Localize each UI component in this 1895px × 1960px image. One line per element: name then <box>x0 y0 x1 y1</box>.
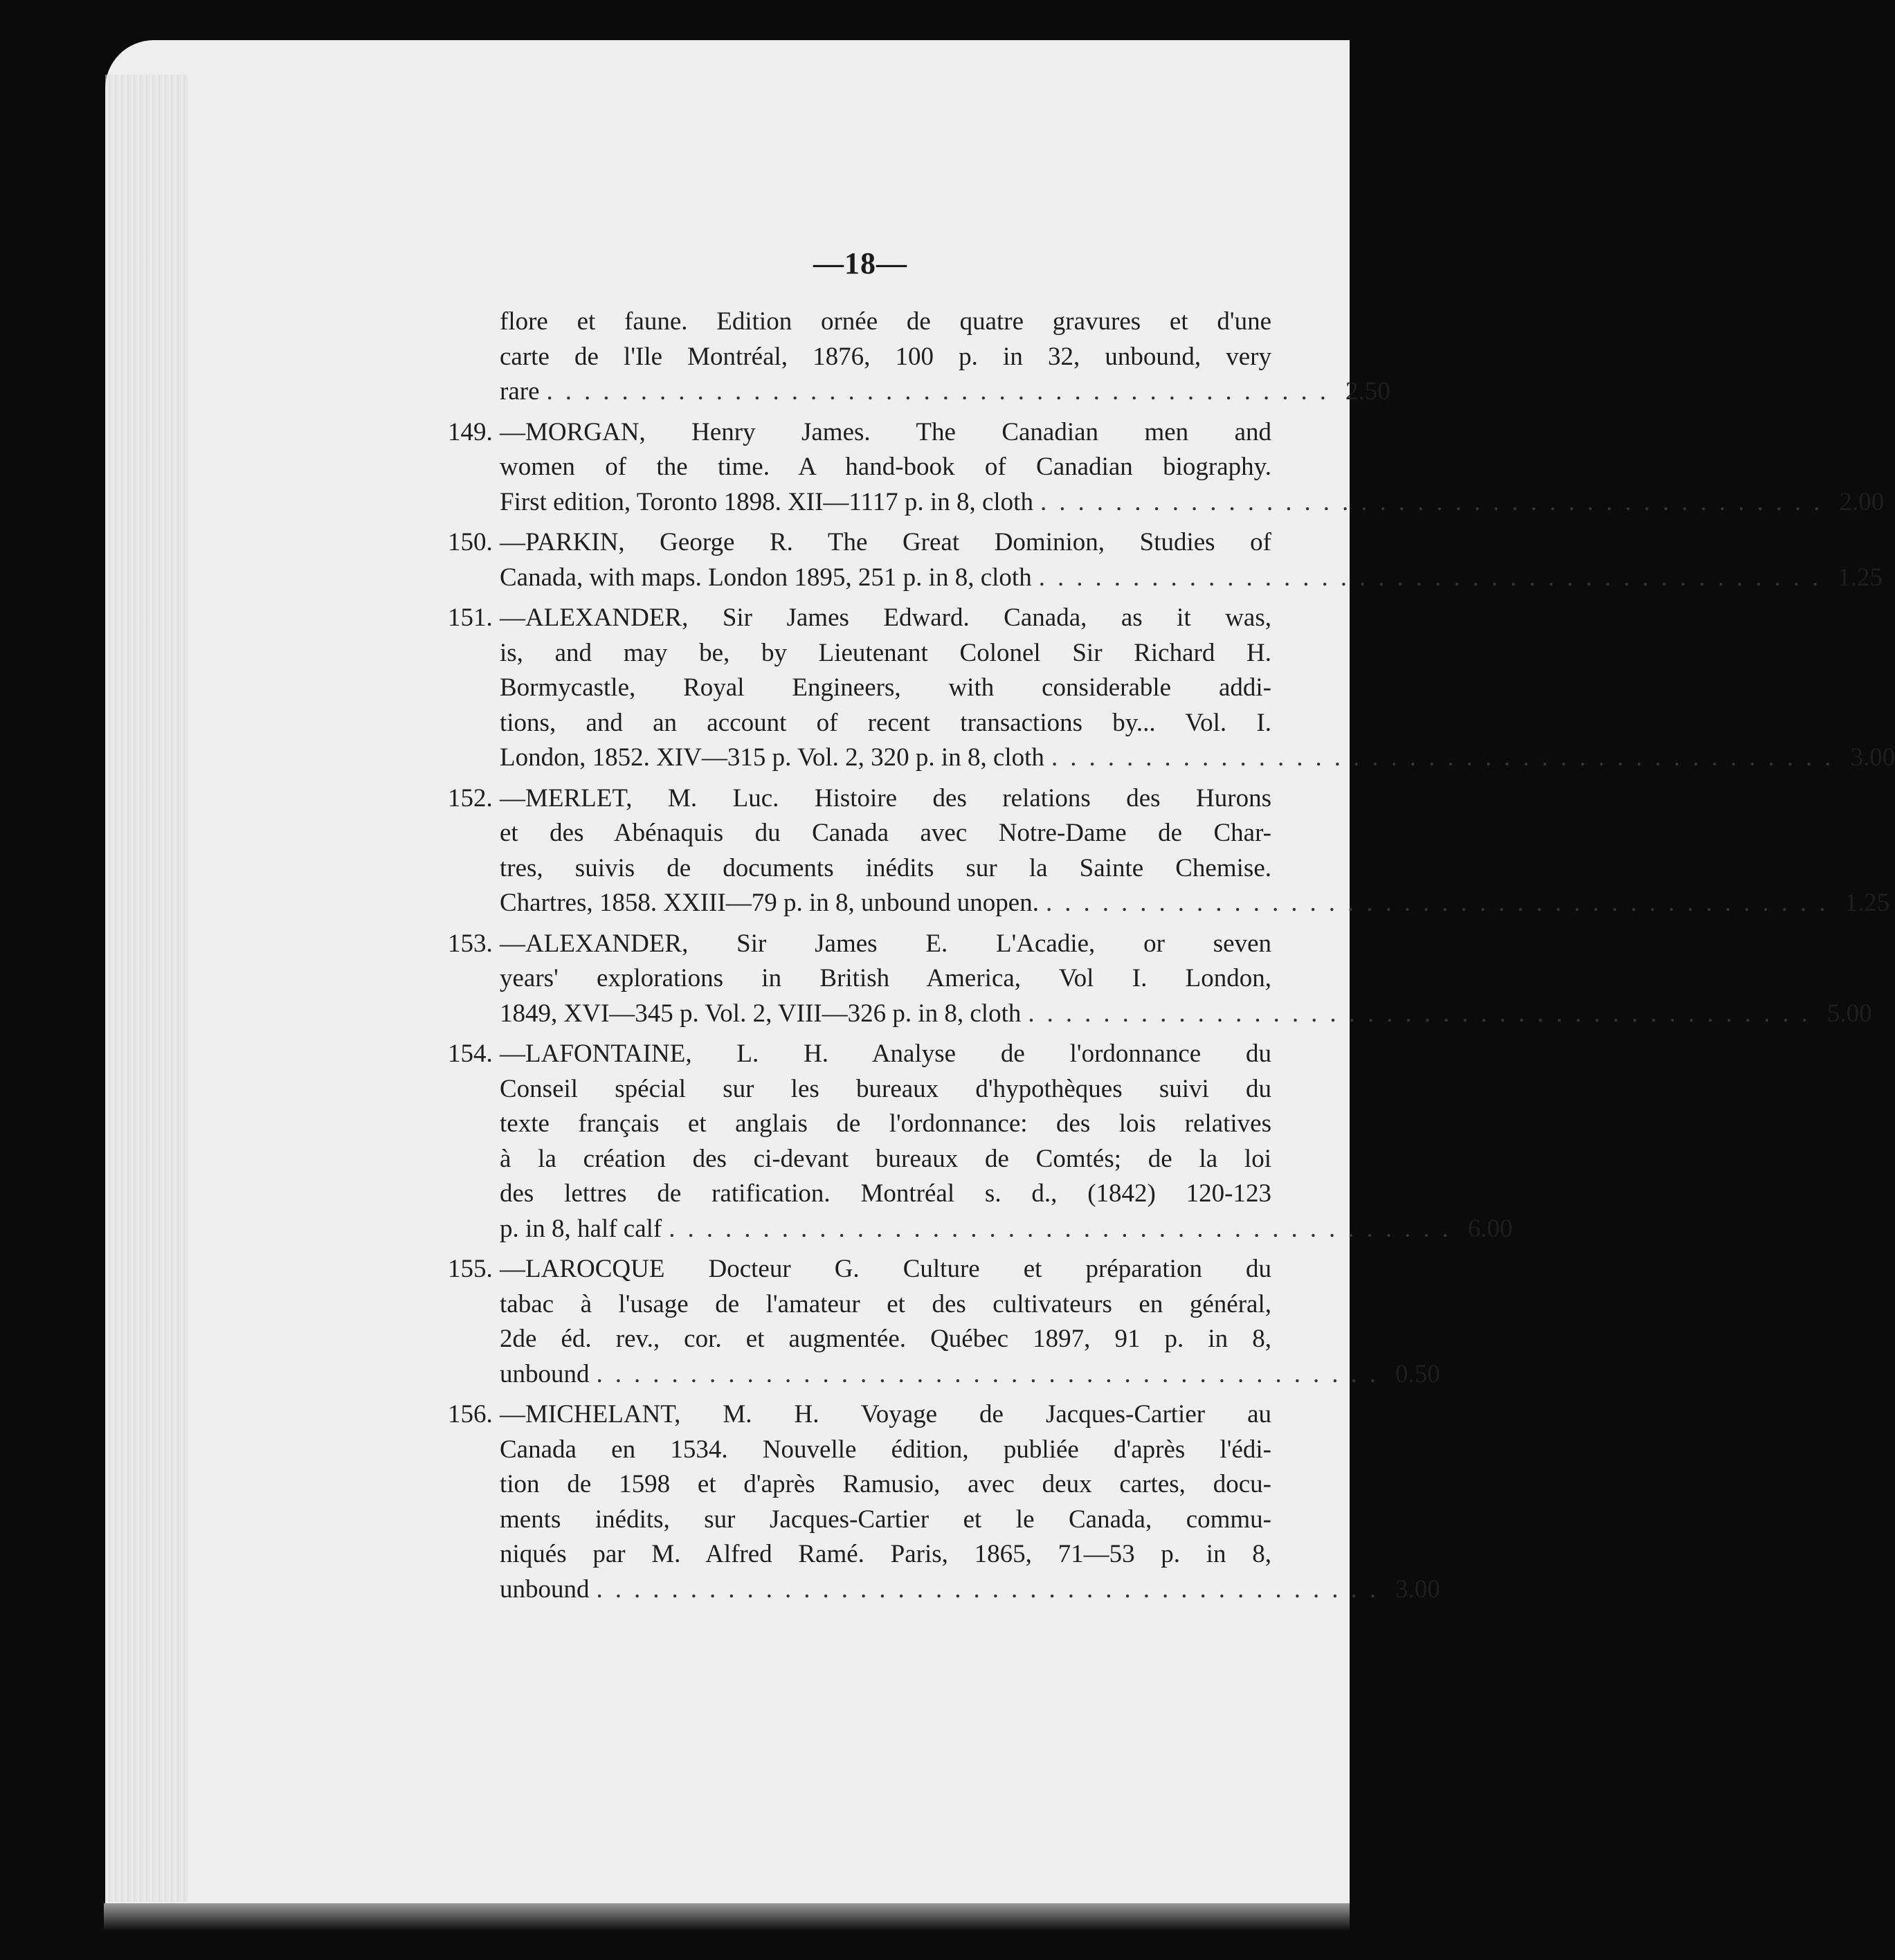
entry-line: ments inédits, sur Jacques-Cartier et le Canada, commu- <box>500 1505 1271 1534</box>
entry-price-line <box>500 1357 1440 1392</box>
leader-dots: .......................................... <box>596 1359 1388 1388</box>
leader-dots: .......................................... <box>1051 743 1844 772</box>
entry-line: is, and may be, by Lieutenant Colonel Sir Richard H. <box>500 638 1271 667</box>
entry-price-line <box>500 485 1885 520</box>
entry-last-text: London, 1852. XIV—315 p. Vol. 2, 320 p. in 8, cloth <box>500 743 1044 772</box>
entry-line: texte français et anglais de l'ordonnance: des lois relatives <box>500 1109 1271 1138</box>
entry-number: 155. <box>448 1255 493 1283</box>
entry-line: —ALEXANDER, Sir James E. L'Acadie, or seven <box>500 929 1271 958</box>
leader-dots: .......................................... <box>1038 563 1831 592</box>
entry-line: carte de l'Ile Montréal, 1876, 100 p. in 32, unbound, very <box>500 342 1271 371</box>
entry-last-text: Canada, with maps. London 1895, 251 p. in 8, cloth <box>500 563 1032 592</box>
entry-line: —PARKIN, George R. The Great Dominion, Studies of <box>500 528 1271 556</box>
entry-price: 1.25 <box>1844 889 1890 917</box>
entry-line: Canada en 1534. Nouvelle édition, publiée d'après l'édi- <box>500 1435 1271 1464</box>
entry-price-line <box>500 374 1390 410</box>
entry-line: —LAFONTAINE, L. H. Analyse de l'ordonnance du <box>500 1040 1271 1068</box>
entry-list <box>448 415 1895 1608</box>
leader-dots: .......................................... <box>1028 999 1820 1028</box>
entry-number: 156. <box>448 1400 493 1428</box>
scan-shadow <box>104 1903 1350 1931</box>
leader-dots: .......................................... <box>546 377 1339 406</box>
leader-dots: .......................................... <box>1040 487 1833 516</box>
entry-line: Conseil spécial sur les bureaux d'hypothèques suivi du <box>500 1074 1271 1103</box>
entry-last-text: unbound <box>500 1359 590 1388</box>
entry-price-line <box>500 997 1872 1032</box>
entry-price-line <box>500 1572 1440 1608</box>
entry-price-line <box>500 886 1890 921</box>
page-edge-stack <box>105 75 188 1902</box>
entry-number: 154. <box>448 1040 493 1068</box>
entry-price: 3.00 <box>1850 743 1895 772</box>
entry-price-line <box>500 561 1883 596</box>
entry-line: —LAROCQUE Docteur G. Culture et préparation du <box>500 1255 1271 1283</box>
entry-number: 151. <box>448 604 493 632</box>
entry-line: —ALEXANDER, Sir James Edward. Canada, as it was, <box>500 604 1271 632</box>
entry-number: 150. <box>448 528 493 556</box>
entry-line: et des Abénaquis du Canada avec Notre-Dame de Char- <box>500 819 1271 847</box>
continuation-entry <box>500 305 1390 410</box>
catalogue-entry <box>448 525 1883 595</box>
entry-price: 5.00 <box>1826 999 1872 1028</box>
catalogue-entry <box>448 601 1895 776</box>
entry-line: flore et faune. Edition ornée de quatre gravures et d'une <box>500 307 1271 336</box>
entry-price-line <box>500 1212 1513 1247</box>
entry-line: tabac à l'usage de l'amateur et des cultivateurs en général, <box>500 1289 1271 1318</box>
entry-price: 2.00 <box>1839 487 1885 516</box>
catalogue-entry <box>448 1252 1440 1392</box>
entry-line: —MORGAN, Henry James. The Canadian men and <box>500 417 1271 446</box>
entry-last-text: unbound <box>500 1575 590 1604</box>
entry-number: 153. <box>448 929 493 958</box>
entry-line: —MICHELANT, M. H. Voyage de Jacques-Cartier au <box>500 1400 1271 1428</box>
catalogue-entry <box>448 781 1890 921</box>
entry-line: tres, suivis de documents inédits sur la Sainte Chemise. <box>500 853 1271 882</box>
entry-line: tions, and an account of recent transactions by... Vol. I. <box>500 708 1271 737</box>
entry-line: niqués par M. Alfred Ramé. Paris, 1865, 71—53 p. in 8, <box>500 1540 1271 1568</box>
catalogue-entry <box>448 1037 1513 1246</box>
entry-last-text: First edition, Toronto 1898. XII—1117 p. in 8, cloth <box>500 487 1033 516</box>
entry-last-text: 1849, XVI—345 p. Vol. 2, VIII—326 p. in 8, cloth <box>500 999 1022 1028</box>
entry-last-text: Chartres, 1858. XXIII—79 p. in 8, unbound unopen. <box>500 889 1039 917</box>
entry-last-text: rare <box>500 377 540 406</box>
entry-line: 2de éd. rev., cor. et augmentée. Québec 1897, 91 p. in 8, <box>500 1325 1271 1353</box>
entry-line: des lettres de ratification. Montréal s. d., (1842) 120-123 <box>500 1179 1271 1208</box>
entry-number: 149. <box>448 417 493 446</box>
entry-price: 6.00 <box>1467 1214 1513 1243</box>
leader-dots: .......................................... <box>1045 889 1838 917</box>
entry-number: 152. <box>448 783 493 813</box>
entry-line: years' explorations in British America, Vol I. London, <box>500 964 1271 992</box>
entry-line: women of the time. A hand-book of Canadian biography. <box>500 453 1271 481</box>
entry-line: Bormycastle, Royal Engineers, with considerable addi- <box>500 673 1271 702</box>
entry-price: 1.25 <box>1838 563 1883 592</box>
catalogue-text <box>448 305 1895 1613</box>
leader-dots: .......................................... <box>596 1575 1388 1604</box>
catalogue-entry <box>448 415 1885 520</box>
entry-last-text: p. in 8, half calf <box>500 1214 662 1243</box>
leader-dots: .......................................... <box>669 1214 1461 1243</box>
entry-price: 0.50 <box>1395 1359 1440 1388</box>
entry-line: tion de 1598 et d'après Ramusio, avec deux cartes, docu- <box>500 1470 1271 1498</box>
entry-price: 3.00 <box>1395 1575 1440 1604</box>
catalogue-entry <box>448 1397 1440 1607</box>
entry-line: à la création des ci-devant bureaux de Comtés; de la loi <box>500 1144 1271 1173</box>
page-number: —18— <box>813 246 907 280</box>
entry-price-line <box>500 741 1895 776</box>
catalogue-entry <box>448 927 1872 1032</box>
entry-line: —MERLET, M. Luc. Histoire des relations des Hurons <box>500 783 1271 813</box>
entry-price: 2.50 <box>1345 377 1390 406</box>
